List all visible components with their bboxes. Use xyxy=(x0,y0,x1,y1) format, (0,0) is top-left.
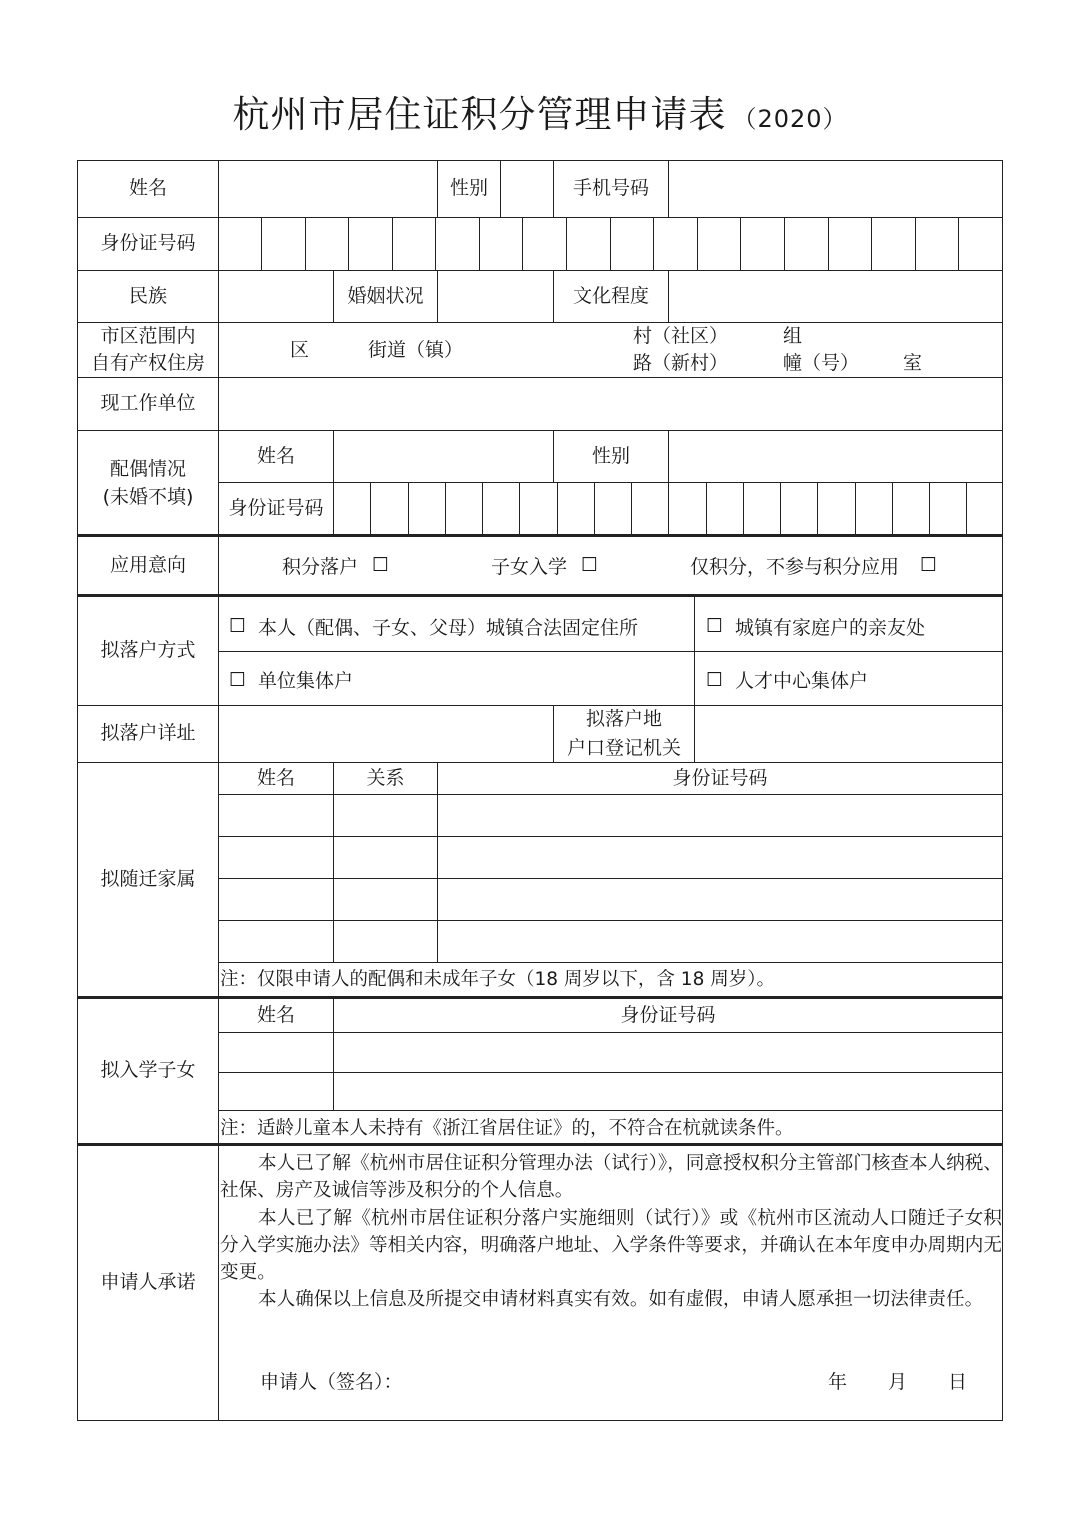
house-label xyxy=(78,323,218,377)
spouse-label-line1: 配偶情况 xyxy=(109,457,186,480)
spouse-name-field[interactable] xyxy=(334,431,553,482)
work-unit-field[interactable] xyxy=(219,378,1002,430)
intent-settle-checkbox[interactable]: ☐ xyxy=(372,554,390,576)
title-year: （2020） xyxy=(732,105,848,133)
talent-center-checkbox[interactable]: ☐ xyxy=(706,669,724,691)
spouse-gender-label: 性别 xyxy=(591,444,630,467)
intent-points-only-checkbox[interactable]: ☐ xyxy=(920,554,938,576)
own-home-text: 本人（配偶、子女、父母）城镇合法固定住所 xyxy=(258,617,639,639)
phone-field[interactable] xyxy=(669,161,1002,217)
school-col-id: 身份证号码 xyxy=(620,1003,716,1026)
signature-label: 申请人（签名）： xyxy=(260,1371,403,1393)
authority-line2: 户口登记机关 xyxy=(566,737,681,759)
house-district: 区 xyxy=(290,339,310,361)
name-label: 姓名 xyxy=(128,177,167,200)
spouse-name-label: 姓名 xyxy=(256,444,295,467)
family-note: 注：仅限申请人的配偶和未成年子女（18 周岁以下，含 18 周岁）。 xyxy=(220,969,775,990)
signature-field[interactable] xyxy=(420,1365,800,1397)
pledge-text xyxy=(220,1150,1002,1314)
id-number-label: 身份证号码 xyxy=(100,232,196,255)
work-unit-label: 现工作单位 xyxy=(100,392,196,415)
family-label: 拟随迁家属 xyxy=(100,867,196,890)
house-village: 村（社区） xyxy=(633,325,729,347)
house-road: 路（新村） xyxy=(633,352,729,374)
id-number-boxes[interactable] xyxy=(219,218,1002,270)
unit-collective-text: 单位集体户 xyxy=(258,670,354,692)
intent-school-checkbox[interactable]: ☐ xyxy=(581,554,599,576)
unit-collective-checkbox[interactable]: ☐ xyxy=(229,669,247,691)
date-year: 年 xyxy=(828,1371,848,1393)
phone-label: 手机号码 xyxy=(572,177,649,200)
education-field[interactable] xyxy=(669,271,1002,322)
education-label: 文化程度 xyxy=(572,284,649,307)
school-label: 拟入学子女 xyxy=(100,1059,196,1082)
gender-field[interactable] xyxy=(501,161,553,217)
registration-authority-field[interactable] xyxy=(695,706,1002,762)
house-street: 街道（镇） xyxy=(368,339,464,361)
title-text: 杭州市居住证积分管理申请表 xyxy=(232,93,727,136)
spouse-id-label: 身份证号码 xyxy=(228,496,324,519)
house-label-line2: 自有产权住房 xyxy=(90,352,205,374)
spouse-gender-field[interactable] xyxy=(669,431,1002,482)
registration-authority-label xyxy=(554,706,694,762)
authority-line1: 拟落户地 xyxy=(585,708,662,730)
ethnic-field[interactable] xyxy=(219,271,333,322)
name-field[interactable] xyxy=(219,161,437,217)
house-building: 幢（号） xyxy=(783,352,860,374)
school-rows[interactable] xyxy=(219,1033,1002,1110)
marital-label: 婚姻状况 xyxy=(347,284,424,307)
form-title xyxy=(0,84,1080,138)
pledge-label: 申请人承诺 xyxy=(100,1271,196,1294)
pledge-paragraph-1: 本人已了解《杭州市居住证积分管理办法（试行）》，同意授权积分主管部门核查本人纳税、社保、房产及诚信等涉及积分的个人信息。 xyxy=(220,1153,1002,1202)
talent-center-text: 人才中心集体户 xyxy=(735,670,869,692)
house-group: 组 xyxy=(783,325,803,347)
relatives-checkbox[interactable]: ☐ xyxy=(706,615,724,637)
relatives-text: 城镇有家庭户的亲友处 xyxy=(735,617,926,639)
pledge-paragraph-3: 本人确保以上信息及所提交申请材料真实有效。如有虚假，申请人愿承担一切法律责任。 xyxy=(258,1289,984,1311)
intent-settle-text: 积分落户 xyxy=(282,556,359,578)
date-day: 日 xyxy=(948,1371,968,1393)
school-col-name: 姓名 xyxy=(256,1003,295,1026)
intent-label: 应用意向 xyxy=(109,553,186,576)
spouse-label xyxy=(78,431,218,534)
pledge-paragraph-2: 本人已了解《杭州市居住证积分落户实施细则（试行）》或《杭州市区流动人口随迁子女积分入学实施办法》等相关内容，明确落户地址、入学条件等要求，并确认在本年度申办周期内无变更。 xyxy=(220,1207,1002,1284)
intent-school-text: 子女入学 xyxy=(491,556,568,578)
settle-method-label: 拟落户方式 xyxy=(100,639,196,662)
family-col-name: 姓名 xyxy=(256,766,295,789)
spouse-id-boxes[interactable] xyxy=(334,483,1002,534)
family-col-id: 身份证号码 xyxy=(672,766,768,789)
family-rows[interactable] xyxy=(219,795,1002,962)
house-room: 室 xyxy=(903,352,923,374)
school-note: 注：适龄儿童本人未持有《浙江省居住证》的，不符合在杭就读条件。 xyxy=(220,1118,794,1139)
spouse-label-line2: (未婚不填) xyxy=(102,485,194,508)
intent-points-only-text: 仅积分，不参与积分应用 xyxy=(690,556,900,578)
ethnic-label: 民族 xyxy=(128,284,167,307)
family-col-relation: 关系 xyxy=(366,766,405,789)
house-label-line1: 市区范围内 xyxy=(100,325,196,347)
marital-field[interactable] xyxy=(438,271,553,322)
gender-label: 性别 xyxy=(449,177,488,200)
date-month: 月 xyxy=(888,1371,908,1393)
settle-address-field[interactable] xyxy=(219,706,553,762)
own-home-checkbox[interactable]: ☐ xyxy=(229,615,247,637)
settle-address-label: 拟落户详址 xyxy=(100,722,196,745)
